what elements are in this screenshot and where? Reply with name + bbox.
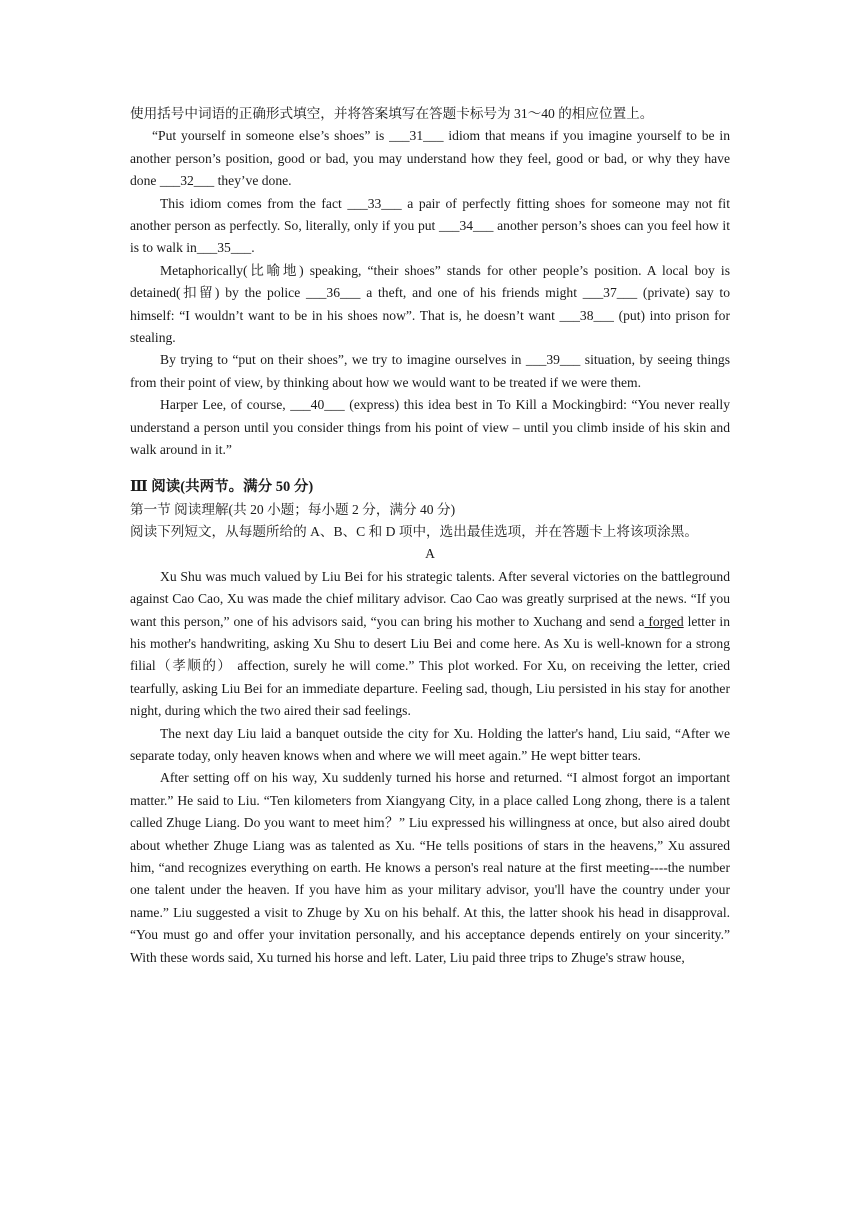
cloze-paragraph-3: Metaphorically(比喻地) speaking, “their shoes” stands for other people’s position. A local boy is detained(扣留) by the police ___36___ a theft, and one of his friends might ___37___ (private) say to himself: “I wouldn’t want to be in his shoes now”. That is, he doesn’t want ___38___ (put) into prison for stealing. [130,262,730,346]
document-body [130,103,730,969]
cloze-paragraph-1: “Put yourself in someone else’s shoes” is ___31___ idiom that means if you imagine yourself to be in another person’s position, good or bad, you may understand how they feel, good or bad, or why they have done ___32___ they’ve done. [130,128,730,189]
paragraph-text: letter in his mother's handwriting, asking Xu Shu to desert Liu Bei and come here. As Xu is well-known for a strong filial（孝顺的） affection, surely he will come.” This plot worked. For Xu, on receiving the letter, cried tearfully, asking Liu Bei for an immediate departure. Feeling sad, though, Liu persisted in his stay for another night, during which the two aired their sad feelings. [130,613,731,719]
underlined-word: forged [644,613,684,629]
section-title: Ⅲ 阅读(共两节。满分 50 分) [130,478,314,495]
passage-label: A [425,546,435,562]
cloze-paragraph-4: By trying to “put on their shoes”, we try to imagine ourselves in ___39___ situation, by seeing things from their point of view, by thinking about how we would want to be treated if we were them. [130,352,730,390]
reading-instruction: 阅读下列短文，从每题所给的 A、B、C 和 D 项中，选出最佳选项，并在答题卡上将该项涂黑。 [130,523,698,539]
passage-paragraph-3: After setting off on his way, Xu suddenly turned his horse and returned. “I almost forgot an important matter.” He said to Liu. “Ten kilometers from Xiangyang City, in a place called Long zhong, there is a talent called Zhuge Liang. Do you want to meet him？” Liu expressed his willingness at once, but also aired doubt about whether Zhuge Liang was as talented as Xu. “He tells positions of stars in the heavens,” Xu assured him, “and recognizes everything on earth. He knows a person's real nature at the first meeting----the number one talent under the heaven. If you have him as your military advisor, you'll have the country under your name.” Liu suggested a visit to Zhuge by Xu on his behalf. At this, the latter shook his head in disapproval. “You must go and offer your invitation personally, and his acceptance depends entirely on your sincerity.” With these words said, Xu turned his horse and left. Later, Liu paid three trips to Zhuge's straw house, [130,770,730,965]
passage-paragraph-2: The next day Liu laid a banquet outside the city for Xu. Holding the latter's hand, Liu said, “After we separate today, only heaven knows when and where we will meet again.” He wept bitter tears. [130,725,730,763]
part-title: 第一节 阅读理解(共 20 小题；每小题 2 分，满分 40 分) [130,501,456,517]
cloze-paragraph-5: Harper Lee, of course, ___40___ (express) this idea best in To Kill a Mockingbird: “You never really understand a person until you consider things from his point of view – until you climb inside of his skin and walk around in it.” [130,397,730,458]
paragraph-text: Xu Shu was much valued by Liu Bei for his strategic talents. After several victories on the battleground against Cao Cao, Xu was made the chief military advisor. Cao Cao was greatly surprised at the news. “If you want this person,” one of his advisors said, “you can bring his mother to Xuchang and send a [130,568,730,629]
cloze-instruction: 使用括号中词语的正确形式填空，并将答案填写在答题卡标号为 31～40 的相应位置上。 [130,106,654,121]
cloze-paragraph-2: This idiom comes from the fact ___33___ a pair of perfectly fitting shoes for someone may not fit another person as perfectly. So, literally, only if you put ___34___ another person’s shoes can you feel how it is to walk in___35___. [130,195,730,256]
passage-paragraph-1 [130,566,730,723]
